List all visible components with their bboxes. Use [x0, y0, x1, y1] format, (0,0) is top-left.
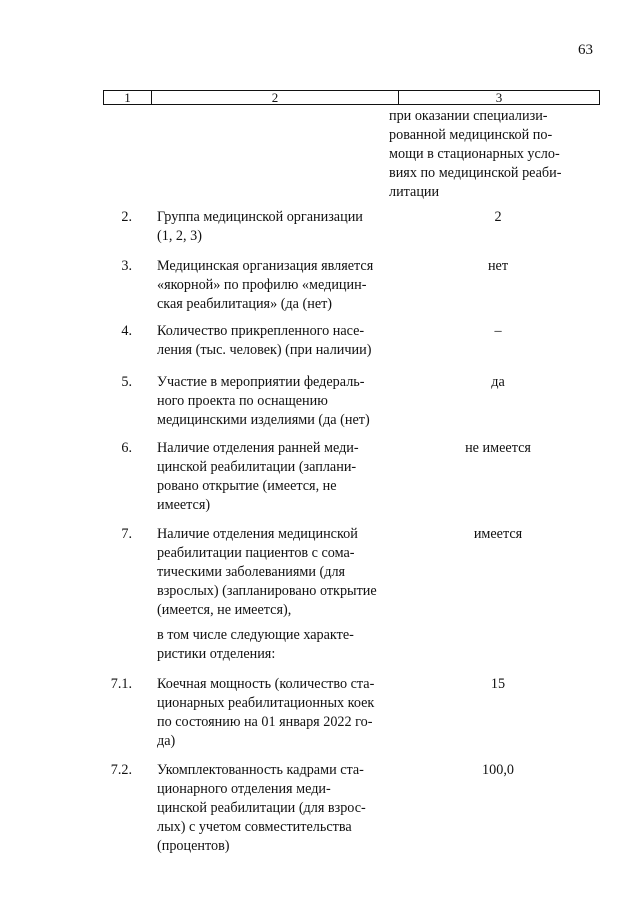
row-number: 7.2.: [110, 762, 132, 778]
row-value: 15: [490, 676, 506, 692]
row-number: 7.: [121, 526, 132, 542]
page-number: 63: [578, 42, 593, 58]
row-number: 4.: [121, 323, 132, 339]
row-description: Группа медицинской организации (1, 2, 3): [157, 209, 363, 244]
row-description: Участие в мероприятии федераль- ного проекта по оснащению медицинскими изделиями (да (нет): [157, 374, 370, 428]
row-description: Укомплектованность кадрами ста- ционарного отделения меди- цинской реабилитации (для взрос- лых) с учетом совместительства (процентов): [157, 762, 366, 854]
subheading: в том числе следующие характе- ристики отделения:: [157, 627, 354, 662]
row-number: 6.: [121, 440, 132, 456]
row-value: да: [491, 374, 505, 390]
row-value: 100,0: [482, 762, 514, 778]
row-value: –: [494, 323, 502, 339]
row-value: 2: [494, 209, 502, 225]
continuation-text: при оказании специализи- рованной медицинской по- мощи в стационарных усло- виях по медицинской реаби- литации: [389, 108, 562, 200]
row-number: 5.: [121, 374, 132, 390]
column-2-header: 2: [152, 91, 399, 104]
row-description: Наличие отделения ранней меди- цинской реабилитации (заплани- ровано открытие (имеется, не имеется): [157, 440, 359, 513]
row-description: Коечная мощность (количество ста- ционарных реабилитационных коек по состоянию на 01 января 2022 го- да): [157, 676, 375, 749]
row-number: 7.1.: [110, 676, 132, 692]
row-value: не имеется: [465, 440, 531, 456]
column-1-header: 1: [104, 91, 152, 104]
row-value: нет: [487, 258, 509, 274]
row-description: Количество прикрепленного насе- ления (тыс. человек) (при наличии): [157, 323, 372, 358]
row-description: Наличие отделения медицинской реабилитации пациентов с сома- тическими заболеваниями (для взрослых) (запланировано открытие (имеется, не имеется),: [157, 526, 377, 618]
row-value: имеется: [473, 526, 523, 542]
table-header: [103, 90, 600, 105]
row-number: 3.: [121, 258, 132, 274]
row-number: 2.: [121, 209, 132, 225]
row-description: Медицинская организация является «якорной» по профилю «медицин- ская реабилитация» (да (нет): [157, 258, 374, 312]
column-3-header: 3: [495, 90, 503, 105]
